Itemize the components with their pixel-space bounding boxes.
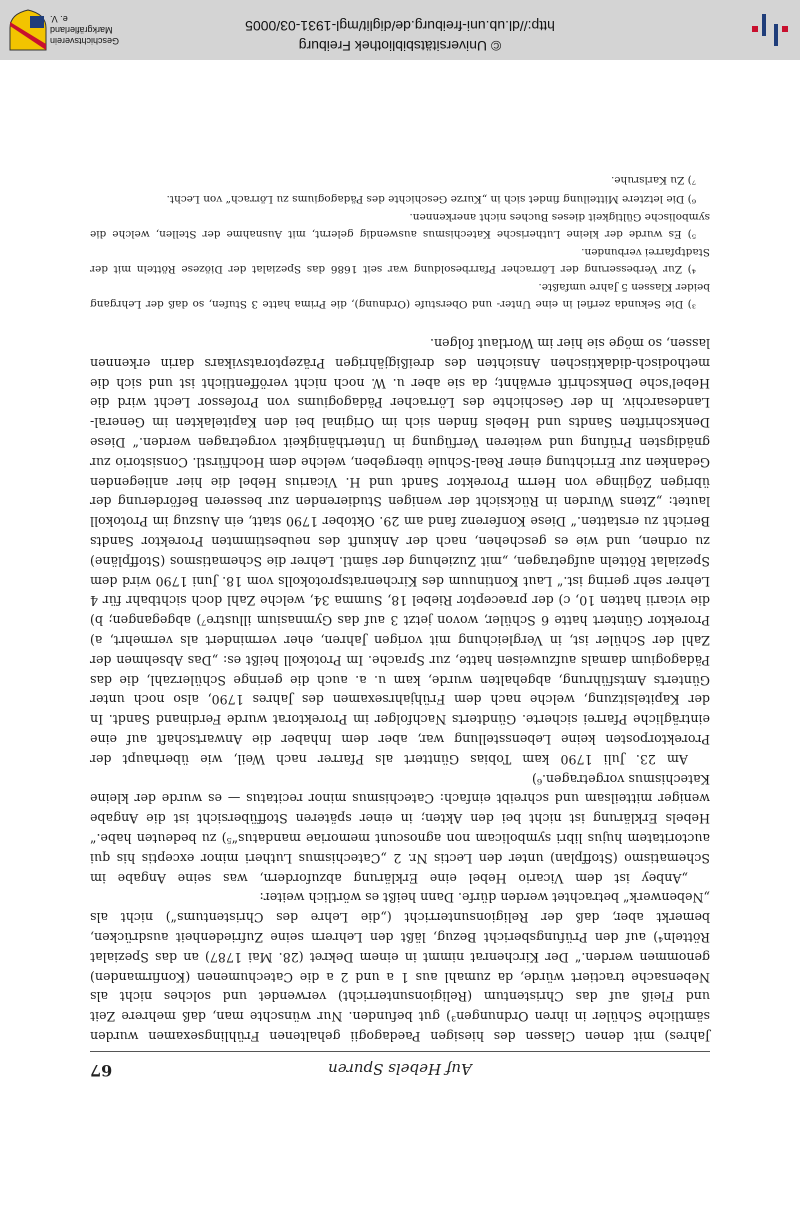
header-rule <box>90 1051 710 1052</box>
running-head <box>90 1052 710 1082</box>
footnote: ⁶) Die letztere Mitteilung findet sich in „Kurze Geschichte des Pädagogiums zu Lörrach“ von Lecht. <box>166 193 696 205</box>
paragraph: Jahres) mit denen Classen des hiesigen Paedagogii gehaltenen Frühlingsexamen wurden sämtliche Schüler in ihren Ordnungen³) gut befunden. Nur wünschte man, daß mehrere Zeit und Fleiß auf das Christentum (Religionsunterricht) verwendet und solches nicht als Nebensache tractiert würde, da zumahl aus 1 a und 2 a die Catechumenen (Konfirmanden) genommen werden.“ Der Kirchenrat nimmt in einem Dekret (28. Mai 1787) an das Spezialat Rötteln⁴) auf den Prüfungsbericht Bezug, läßt den Lehrern seine Zufriedenheit ausdrücken, bemerkt aber, daß der Religionsunterricht („die Lehre des Christentums“) nicht als „Nebenwerk“ betrachtet werden dürfe. Dann heißt es wörtlich weiter: <box>90 890 710 1044</box>
running-title: Auf Hebels Spuren <box>328 1060 472 1078</box>
page-number: 67 <box>90 1061 113 1080</box>
book-page <box>90 62 710 1082</box>
footnotes <box>90 170 710 312</box>
paragraph: „Anbey ist dem Vicario Hebel eine Erklärung abzufordern, was seine Angabe im Schematismo (Stoffplan) unter den Lectis Nr. 2 „Catechismus Lutheri minor exceptis his qui auctoritatem hujus libri symbolicam non agnoscunt memoriae mandatus“⁵) zu bedeuten habe.“ Hebels Erklärung ist nicht bei den Akten; in einer späteren Stoffübersicht ist die Angabe weniger mitteilsam und schreibt einfach: Catechismus minor recitatus — es wurde der kleine Katechismus vorgetragen.⁶) <box>90 771 710 886</box>
society-name: Geschichtsverein Markgräflerland e. V. <box>50 14 120 46</box>
footnote: ⁵) Es wurde der kleine Lutherische Katechismus auswendig gelernt, mit Ausnahme der Stellen, welche die symbolische Gültigkeit dieses Buches nicht anerkennen. <box>90 211 710 240</box>
footnote: ⁴) Zur Verbesserung der Lörracher Pfarrbesoldung war seit 1686 das Spezialat der Diözese Rötteln mit der Stadtpfarrei verbunden. <box>90 246 710 275</box>
permalink-url[interactable]: http://dl.ub.uni-freiburg.de/diglit/mgl-1931-03/0005 <box>245 18 555 34</box>
footnote: ³) Die Sekunda zerfiel in eine Unter- und Oberstufe (Ordnung), die Prima hatte 3 Stufen, so daß der Lehrgang beider Klassen 5 Jahre umfaßte. <box>90 281 710 310</box>
society-coat-of-arms-icon <box>8 8 48 52</box>
university-library-logo-icon <box>750 10 790 50</box>
footnote: ⁷) Zu Karlsruhe. <box>610 174 696 187</box>
paragraph: Am 23. Juli 1790 kam Tobias Günttert als Pfarrer nach Weil, wie überhaupt der Prorektorposten keine Lebensstellung war, aber dem Inhaber die Anwartschaft auf eine einträgliche Pfarrei sicherte. Gündterts Nachfolger im Prorektorat wurde Ferdinand Sandt. In der Kapitelsitzung, welche nach dem Frühjahrsexamen des Jahres 1790, also noch unter Günterts Amtsführung, abgehalten wurde, kam u. a. auch die geringe Schülerzahl, die das Pädagogium damals aufzuweisen hatte, zur Sprache. Im Protokoll heißt es: „Das Absehmen der Zahl der Schüler ist, in Vergleichung mit vorigen Jahren, eher vermindert als vermehrt, a) Prorektor Güntert hatte 6 Schüler, wovon jetzt 3 auf das Gymnasium illustre⁷) abgegangen; b) die vicarii hatten 10, c) der praeceptor Riebel 18, Summa 34, welche Zahl doch sichtbahr für 4 Lehrer sehr gering ist.“ Laut Kontinuum des Kirchenratsprotokolls vom 18. Juni 1790 wird dem Spezialat Rötteln aufgetragen, „mit Zuziehung der sämtl. Lehrer die Schematismos (Stoffpläne) zu ordnen, und wie es geschehen, nach der Ankunft des neubestimmten Prorektor Sandts Bericht zu erstatten.“ Diese Konferenz fand am 29. Oktober 1790 statt, ein Auszug im Protokoll lautet: „Ztens Wurden in Rücksicht der wenigen Studierenden zur besseren Beförderung der übrigen Zöglinge von Herrn Prorektor Sandt und H. Vicarius Hebel die hier anliegenden Gedanken zur Errichtung einer Real-Schule übergeben, welche dem Hochfürstl. Consistorio zur gnädigsten Prüfung und weiteren Verfügung in Unterthänigkeit vorgetragen werden.“ Diese Denkschriften Sandts und Hebels finden sich im Original bei den Kapitelakten im General-Landesarchiv. In der Geschichte des Lörracher Pädagogiums von Professor Lecht wird die Hebel'sche Denkschrift erwähnt; da sie aber u. W. noch nicht veröffentlicht ist und sich die methodisch-didaktischen Ansichten des dreißigjährigen Präzeptoratsvikars darin erkennen lassen, so möge sie hier im Wortlaut folgen. <box>90 336 710 767</box>
body-text <box>90 333 710 1046</box>
copyright-text: © Universitätsbibliothek Freiburg <box>298 38 502 54</box>
footer-bar <box>0 0 800 60</box>
